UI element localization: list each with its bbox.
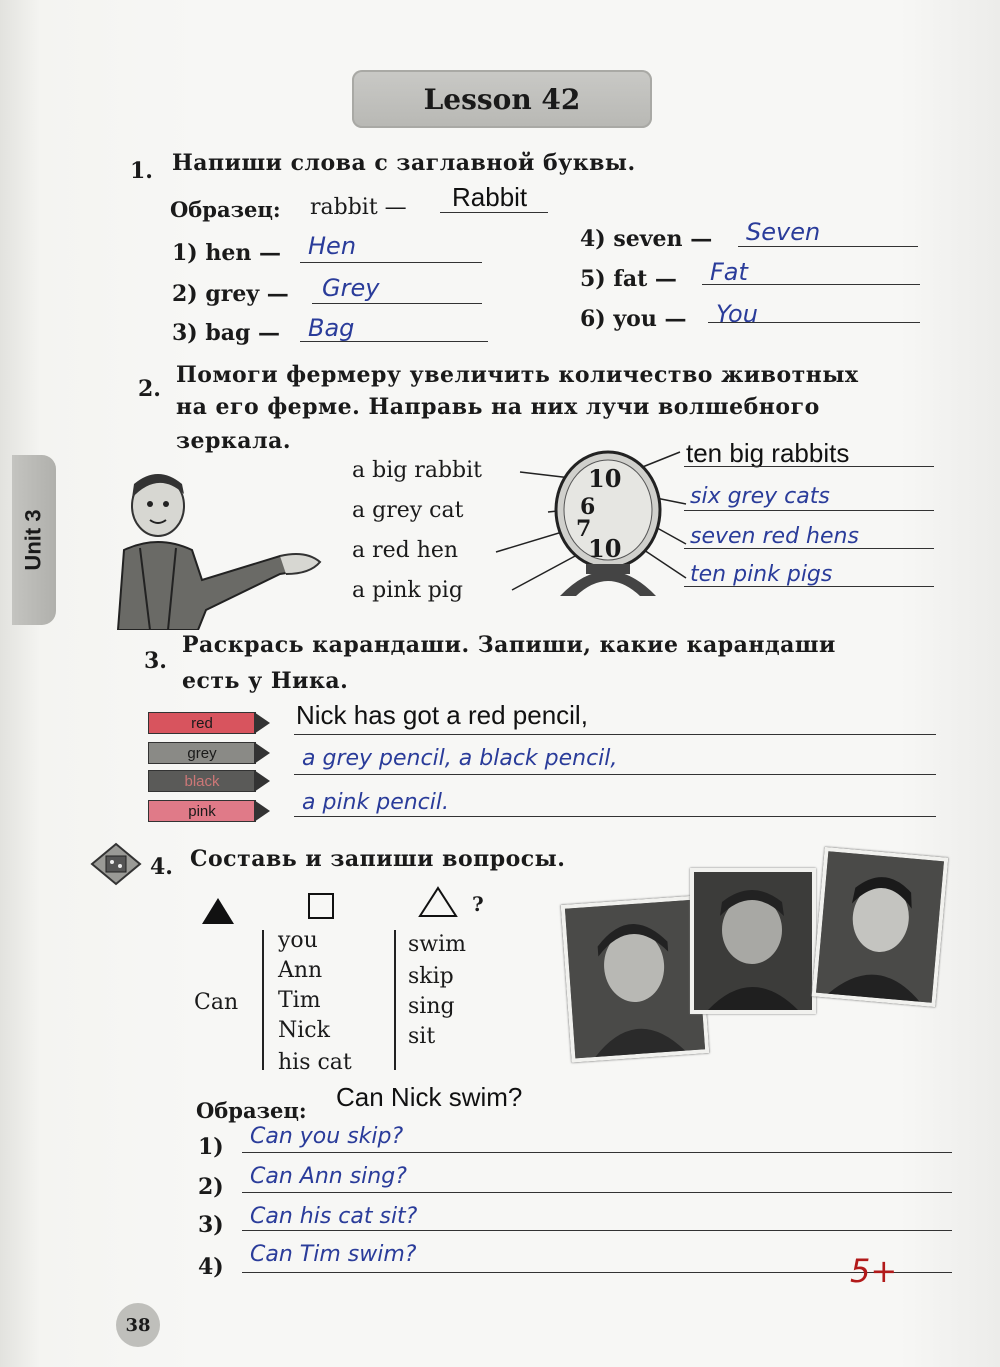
task4-instruction: Составь и запиши вопросы. [190, 846, 566, 872]
table-col3-2: skip [408, 964, 454, 989]
table-divider-2 [394, 930, 396, 1070]
pencil-pink-label: pink [148, 800, 256, 822]
mirror-number-4: 10 [588, 534, 622, 563]
task1-sample-answer: Rabbit [452, 182, 528, 212]
task4-item-1: 1) [198, 1134, 224, 1160]
mirror-number-3: 7 [576, 516, 592, 542]
mirror-number-1: 10 [588, 464, 622, 493]
task1-answer-6: You [716, 300, 758, 328]
triangle-filled-icon [202, 898, 234, 924]
question-mark: ? [472, 892, 484, 916]
task2-answer-4: ten pink pigs [690, 562, 833, 587]
task1-answer-1: Hen [308, 232, 357, 260]
task4-sample-label: Образец: [196, 1098, 307, 1123]
triangle-outline-icon [418, 886, 458, 918]
table-col3-3: sing [408, 994, 455, 1019]
task3-instruction-1: Раскрась карандаши. Запиши, какие карандаши [182, 632, 836, 658]
task4-item-3: 3) [198, 1212, 224, 1238]
farmer-illustration [110, 470, 330, 630]
task4-line-3 [242, 1230, 952, 1231]
task2-answer-1: ten big rabbits [686, 438, 850, 468]
unit-tab-label: Unit 3 [21, 509, 46, 571]
table-col2-5: his cat [278, 1050, 352, 1075]
task2-line-2 [684, 510, 934, 511]
task3-line-1 [294, 734, 936, 735]
page-number: 38 [116, 1303, 160, 1347]
task3-answer-2: a pink pencil. [302, 790, 449, 815]
task1-line-2 [312, 303, 482, 304]
task4-line-1 [242, 1152, 952, 1153]
task3-line-3 [294, 816, 936, 817]
task4-answer-3: Can his cat sit? [250, 1204, 418, 1229]
task2-line-4 [684, 586, 934, 587]
teacher-grade: 5+ [850, 1252, 898, 1290]
task2-animal-4: a pink pig [352, 578, 463, 603]
pencil-black [148, 770, 268, 792]
task1-answer-5: Fat [710, 258, 748, 286]
task1-line-3 [300, 341, 488, 342]
task1-line-4 [738, 246, 918, 247]
task2-instruction-2: на его ферме. Направь на них лучи волшебного [176, 394, 820, 420]
photo-girl [561, 895, 710, 1062]
pencil-pink [148, 800, 268, 822]
task1-item-6: 6) you — [580, 306, 687, 332]
task4-answer-1: Can you skip? [250, 1124, 404, 1149]
table-col2-1: you [278, 928, 318, 953]
task4-line-2 [242, 1192, 952, 1193]
task4-item-2: 2) [198, 1174, 224, 1200]
task1-item-4: 4) seven — [580, 226, 713, 252]
task4-answer-2: Can Ann sing? [250, 1164, 407, 1189]
task1-line-6 [708, 322, 920, 323]
table-col3-4: sit [408, 1024, 436, 1049]
pencil-red-label: red [148, 712, 256, 734]
photo-boy-2 [812, 847, 949, 1007]
task1-item-2: 2) grey — [172, 281, 289, 307]
task1-answer-3: Bag [308, 314, 355, 342]
task2-line-3 [684, 548, 934, 549]
mirror-number-2: 6 [580, 494, 596, 520]
task3-number: 3. [144, 648, 167, 674]
task1-sample-line [440, 212, 548, 213]
task1-item-3: 3) bag — [172, 320, 281, 346]
task1-answer-4: Seven [746, 218, 821, 246]
task1-sample-word: rabbit — [310, 195, 407, 220]
pencil-red [148, 712, 268, 734]
square-outline-icon [308, 893, 334, 919]
pencil-grey-label: grey [148, 742, 256, 764]
pencil-black-label: black [148, 770, 256, 792]
task1-number: 1. [130, 158, 153, 184]
task4-number: 4. [150, 854, 173, 880]
task1-answer-2: Grey [322, 274, 380, 302]
task2-number: 2. [138, 376, 161, 402]
task2-instruction-3: зеркала. [176, 428, 291, 454]
task3-answer-1: a grey pencil, a black pencil, [302, 746, 618, 771]
dice-game-icon [90, 842, 142, 886]
task2-animal-2: a grey cat [352, 498, 464, 523]
task2-animal-3: a red hen [352, 538, 459, 563]
task4-sample-answer: Can Nick swim? [336, 1082, 523, 1112]
task2-line-1 [684, 466, 934, 467]
task1-instruction: Напиши слова с заглавной буквы. [172, 150, 636, 176]
table-col3-1: swim [408, 932, 467, 957]
table-col2-4: Nick [278, 1018, 330, 1043]
task1-item-1: 1) hen — [172, 240, 282, 266]
pencil-grey [148, 742, 268, 764]
table-col1-can: Can [194, 990, 239, 1015]
task3-instruction-2: есть у Ника. [182, 668, 349, 694]
task2-animal-1: a big rabbit [352, 458, 482, 483]
task1-item-5: 5) fat — [580, 266, 677, 292]
task1-line-1 [300, 262, 482, 263]
table-col2-3: Tim [278, 988, 321, 1013]
lesson-title: Lesson 42 [352, 70, 652, 128]
task4-item-4: 4) [198, 1254, 224, 1280]
table-col2-2: Ann [278, 958, 323, 983]
task3-line-2 [294, 774, 936, 775]
task1-sample-label: Образец: [170, 197, 281, 222]
task4-line-4 [242, 1272, 952, 1273]
task2-answer-2: six grey cats [690, 484, 830, 509]
unit-tab-label-wrap [12, 455, 56, 625]
task1-line-5 [702, 284, 920, 285]
task4-answer-4: Can Tim swim? [250, 1242, 417, 1267]
task3-printed-answer: Nick has got a red pencil, [296, 700, 588, 730]
task2-instruction-1: Помоги фермеру увеличить количество животных [176, 362, 859, 388]
table-divider-1 [262, 930, 264, 1070]
photo-boy-1 [690, 868, 816, 1014]
task2-answer-3: seven red hens [690, 524, 859, 549]
